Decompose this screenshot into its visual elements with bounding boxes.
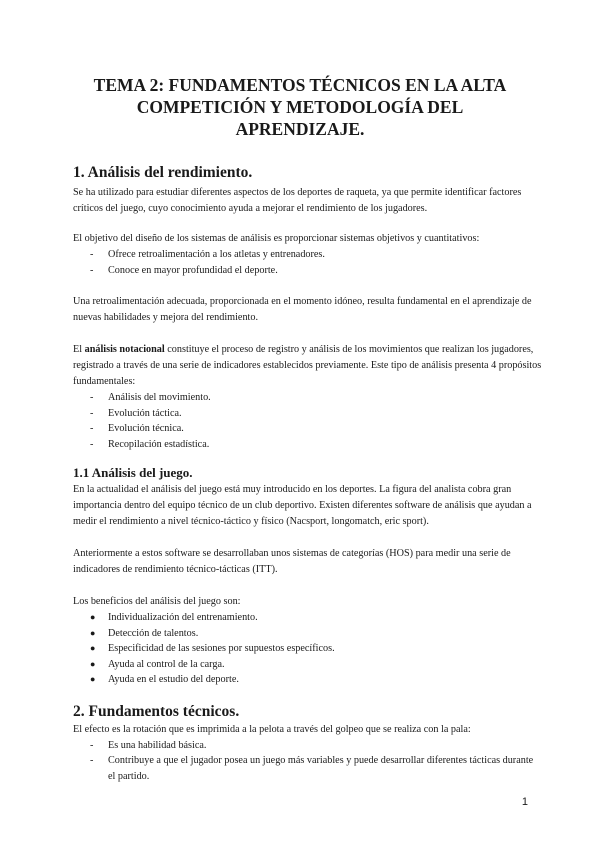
title-line-3: APRENDIZAJE. [235, 119, 365, 139]
list-item: - Evolución técnica. [73, 421, 543, 437]
list-item: - Recopilación estadística. [73, 437, 543, 453]
section-2-heading: 2. Fundamentos técnicos. [73, 702, 240, 720]
title-line-2: COMPETICIÓN Y METODOLOGÍA DEL [136, 97, 464, 117]
bullet-marker: ● [90, 627, 96, 638]
bullet-marker: ● [90, 643, 96, 653]
dash-marker: - [90, 438, 94, 450]
list-item: ● Detección de talentos. [73, 626, 543, 642]
section-1-1-paragraph-1: En la actualidad el análisis del juego está muy introducido en los deportes. La figura del analista cobra gran importancia dentro del equipo técnico de un club deportivo. Existen diferentes software de análisis que ayudan a medir el rendimiento a nivel técnico-táctico y físico (Nacsport, longomatch, eric sport). [73, 484, 532, 527]
bold-term: análisis notacional [84, 344, 165, 355]
section-1-1-heading: 1.1 Análisis del juego. [73, 465, 193, 480]
list-item: ● Ayuda en el estudio del deporte. [73, 672, 543, 688]
bullet-marker: ● [90, 612, 96, 622]
section-2-list [73, 738, 543, 785]
dash-marker: - [90, 407, 94, 419]
dash-marker: - [90, 264, 94, 276]
bullet-marker: ● [90, 658, 96, 669]
list-item: - Conoce en mayor profundidad el deporte. [73, 263, 543, 279]
section-1-list-1 [73, 247, 543, 278]
section-1-1-paragraph-2: Anteriormente a estos software se desarrollaban unos sistemas de categorías (HOS) para medir una serie de indicadores de rendimiento técnico-tácticas (ITT). [73, 548, 511, 575]
section-1-paragraph-2: El objetivo del diseño de los sistemas de análisis es proporcionar sistemas objetivos y cuantitativos: [73, 233, 480, 244]
document-title [60, 74, 540, 140]
list-item: - Análisis del movimiento. [73, 390, 543, 406]
page-number: 1 [521, 796, 528, 808]
list-item: ● Ayuda al control de la carga. [73, 657, 543, 673]
bullet-marker: ● [90, 674, 96, 684]
title-line-1: TEMA 2: FUNDAMENTOS TÉCNICOS EN LA ALTA [93, 75, 507, 95]
section-1-1-list [73, 610, 543, 688]
dash-marker: - [90, 392, 94, 403]
list-item: - Contribuye a que el jugador posea un juego más variables y puede desarrollar diferentes tácticas durante el partido. [90, 755, 534, 782]
section-1-list-2 [73, 390, 543, 452]
section-1-1-paragraph-3: Los beneficios del análisis del juego son: [73, 596, 241, 607]
dash-marker: - [90, 249, 94, 260]
section-1-paragraph-4: El análisis notacional constituye el proceso de registro y análisis de los movimientos que realizan los jugadores, registrado a través de una serie de indicadores establecidos previamente. Este tipo de análisis presenta 4 propósitos fundamentales: [73, 344, 542, 387]
section-1-heading: 1. Análisis del rendimiento. [73, 164, 253, 181]
section-1-paragraph-3: Una retroalimentación adecuada, proporcionada en el momento idóneo, resulta fundamental en el aprendizaje de nuevas habilidades y mejora del rendimiento. [73, 296, 532, 323]
list-item: ● Individualización del entrenamiento. [73, 610, 543, 626]
dash-marker: - [90, 755, 94, 766]
section-2-paragraph-1: El efecto es la rotación que es imprimida a la pelota a través del golpeo que se realiza con la pala: [73, 723, 471, 735]
dash-marker: - [90, 739, 94, 751]
document-body [73, 163, 543, 784]
dash-marker: - [90, 423, 94, 434]
list-item: - Ofrece retroalimentación a los atletas y entrenadores. [73, 247, 543, 263]
list-item: ● Especificidad de las sesiones por supuestos específicos. [73, 641, 543, 657]
section-1-paragraph-1: Se ha utilizado para estudiar diferentes aspectos de los deportes de raqueta, ya que permite identificar factores críticos del juego, cuyo conocimiento ayuda a mejorar el rendimiento de los jugadores. [73, 187, 522, 214]
list-item: - Es una habilidad básica. [73, 738, 543, 754]
list-item: - Evolución táctica. [73, 406, 543, 422]
